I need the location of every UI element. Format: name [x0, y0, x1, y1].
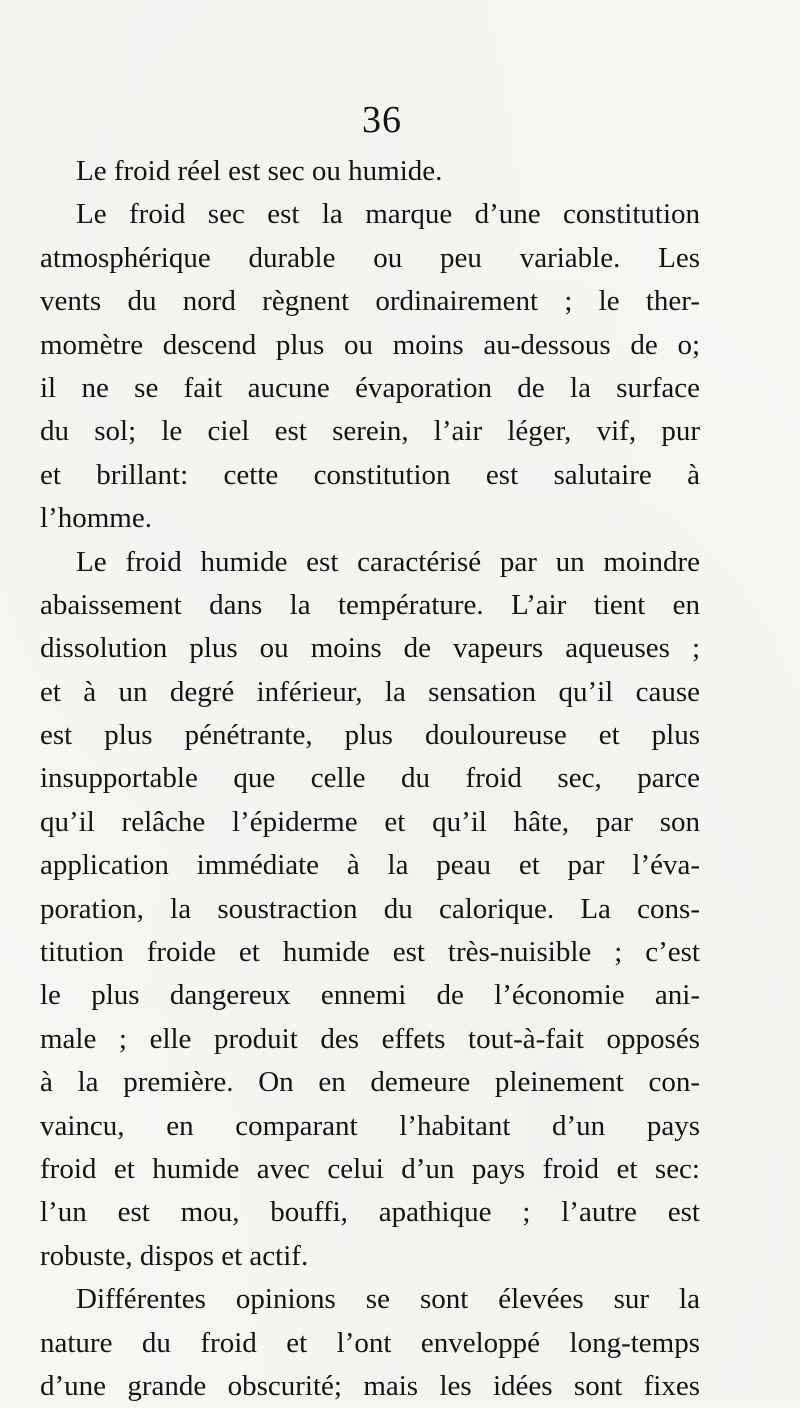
text-line: Le froid humide est caractérisé par un moindre [76, 545, 700, 578]
text-line: robuste, dispos et actif. [40, 1239, 309, 1272]
text-line: nature du froid et l’ont enveloppé long-temps [40, 1326, 700, 1359]
text-line: insupportable que celle du froid sec, parce [40, 762, 700, 795]
text-line: le plus dangereux ennemi de l’économie ani- [40, 979, 700, 1012]
text-line: atmosphérique durable ou peu variable. Les [40, 241, 700, 274]
text-line: poration, la soustraction du calorique. La cons- [40, 892, 700, 925]
text-line: application immédiate à la peau et par l’éva- [40, 849, 700, 882]
text-line: et brillant: cette constitution est salutaire à [40, 458, 700, 491]
body-text [40, 150, 700, 1408]
text-line: à la première. On en demeure pleinement con- [40, 1066, 700, 1099]
text-line: Le froid réel est sec ou humide. [76, 155, 443, 187]
text-line: dissolution plus ou moins de vapeurs aqueuses ; [40, 632, 700, 665]
text-line: male ; elle produit des effets tout-à-fait opposés [40, 1022, 700, 1055]
text-line: qu’il relâche l’épiderme et qu’il hâte, par son [40, 805, 700, 838]
text-line: il ne se fait aucune évaporation de la surface [40, 371, 700, 404]
text-line: d’une grande obscurité; mais les idées sont fixes [40, 1369, 700, 1402]
text-line: Le froid sec est la marque d’une constitution [76, 198, 700, 231]
text-line: vaincu, en comparant l’habitant d’un pays [40, 1109, 700, 1142]
text-line: Différentes opinions se sont élevées sur la [76, 1283, 700, 1316]
text-line: et à un degré inférieur, la sensation qu’il cause [40, 675, 700, 708]
text-line: titution froide et humide est très-nuisible ; c’est [40, 936, 700, 969]
text-line: abaissement dans la température. L’air tient en [40, 588, 700, 621]
text-line: froid et humide avec celui d’un pays froid et sec: [40, 1152, 700, 1185]
text-line: vents du nord règnent ordinairement ; le ther- [40, 285, 700, 318]
text-line: est plus pénétrante, plus douloureuse et plus [40, 719, 700, 752]
text-line: momètre descend plus ou moins au-dessous de o; [40, 328, 700, 361]
text-line: l’un est mou, bouffi, apathique ; l’autre est [40, 1196, 700, 1229]
page-number: 36 [362, 99, 402, 141]
text-line: l’homme. [40, 502, 152, 535]
text-line: du sol; le ciel est serein, l’air léger, vif, pur [40, 415, 700, 448]
